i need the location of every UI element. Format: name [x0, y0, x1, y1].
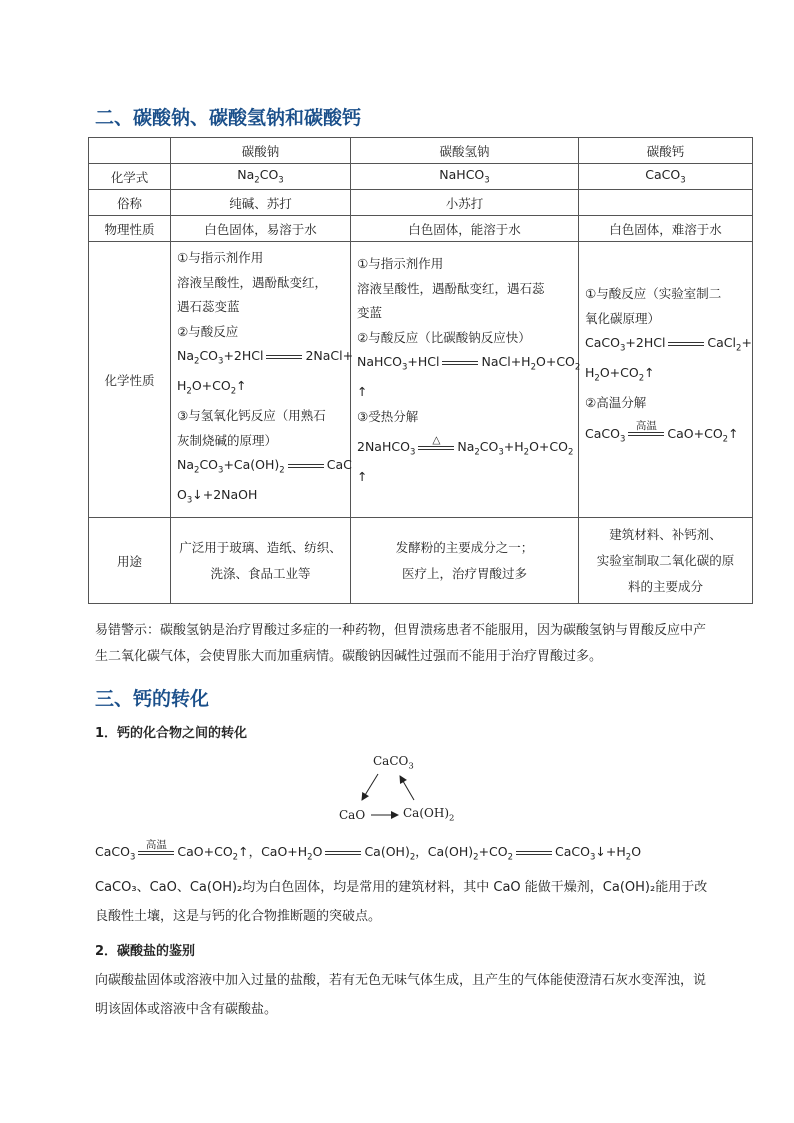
table-row-chemical — [89, 242, 753, 518]
use-line: 洗涤、食品工业等 — [210, 565, 311, 581]
use-line: 发酵粉的主要成分之一； — [395, 539, 534, 555]
row-label-common: 俗称 — [89, 190, 171, 216]
equation-na2co3-hcl: $Na_2CO_3+2HCl$ 2NaCl+ — [177, 348, 354, 367]
chem-line: 溶液呈酸性，遇酚酞变红， — [177, 274, 328, 290]
condition-label: 高温 — [145, 838, 167, 851]
section-title-carbonates: 二、碳酸钠、碳酸氢钠和碳酸钙 — [95, 107, 362, 129]
diagram-node-caco3: CaCO$_3$ — [373, 754, 414, 772]
section-title-calcium: 三、钙的转化 — [95, 688, 210, 710]
common-caco3 — [579, 190, 753, 216]
equals-sign — [668, 342, 704, 346]
use-line: 建筑材料、补钙剂、 — [609, 526, 722, 542]
table-header-empty — [89, 138, 171, 164]
formula-nahco3: NaHCO$_3$ — [351, 164, 579, 190]
chem-line: 溶液呈酸性，遇酚酞变红，遇石蕊 — [357, 280, 545, 296]
table-row-use — [89, 518, 753, 604]
calcium-conversion-diagram — [330, 752, 470, 827]
use-line: 料的主要成分 — [627, 578, 703, 594]
chem-line: 灰制烧碱的原理） — [177, 432, 278, 448]
equation-nahco3-hcl: NaHCO$_3$+HCl $NaCl+H_2O+CO_2$ — [357, 354, 581, 373]
condition-label: 高温 — [635, 420, 657, 432]
subsection-title-carbonate-test: 2．碳酸盐的鉴别 — [95, 944, 196, 959]
row-label-chemical: 化学性质 — [89, 242, 171, 518]
equation-nahco3-heat: 2NaHCO$_3$ △ $Na_2CO_3+H_2O+CO_2$ — [357, 433, 574, 458]
table-row-formula — [89, 164, 753, 190]
chem-line: ②与酸反应 — [177, 323, 239, 339]
table-row-physical — [89, 216, 753, 242]
paragraph-carbonate-test: 向碳酸盐固体或溶液中加入过量的盐酸，若有无色无味气体生成，且产生的气体能使澄清石灰水变浑浊，说明该固体或溶液中含有碳酸盐。 — [95, 973, 707, 1017]
warning-note: 易错警示：碳酸氢钠是治疗胃酸过多症的一种药物，但胃溃疡患者不能服用，因为碳酸氢钠与胃酸反应中产生二氧化碳气体，会使胃胀大而加重病情。碳酸钠因碱性过强而不能用于治疗胃酸过多。 — [95, 623, 707, 664]
formula-caco3: CaCO$_3$ — [579, 164, 753, 190]
arrow-caoh2-to-caco3 — [400, 776, 414, 800]
comparison-table — [88, 137, 753, 604]
row-label-physical: 物理性质 — [89, 216, 171, 242]
equals-sign-high-temp — [628, 420, 664, 436]
equation-caco3-hcl-cont: $H_2O+CO_2↑$ — [585, 365, 655, 384]
equation-nahco3-heat-cont: ↑ — [357, 469, 368, 484]
equals-sign — [325, 851, 361, 855]
chem-line: 氧化碳原理） — [585, 310, 661, 326]
common-na2co3: 纯碱、苏打 — [171, 190, 351, 216]
equation-caco3-hcl: CaCO$_3$+2HCl CaCl$_2$+ — [585, 335, 752, 354]
diagram-node-caoh2: $Ca(OH)_2$ — [403, 806, 455, 824]
table-row-common-name — [89, 190, 753, 216]
formula-na2co3: $Na_2CO_3$ — [171, 164, 351, 190]
arrow-caco3-to-cao — [362, 774, 378, 800]
physical-caco3: 白色固体，难溶于水 — [579, 216, 753, 242]
use-caco3 — [579, 518, 753, 604]
diagram-node-cao: CaO — [339, 808, 366, 822]
table-header-na2co3: 碳酸钠 — [171, 138, 351, 164]
table-header-nahco3: 碳酸氢钠 — [351, 138, 579, 164]
chem-line: ①与指示剂作用 — [177, 250, 264, 265]
equals-sign-heat — [418, 433, 454, 450]
chem-line: ①与酸反应（实验室制二 — [585, 286, 722, 301]
table-header-row — [89, 138, 753, 164]
heat-symbol: △ — [432, 433, 441, 446]
chem-line: ③受热分解 — [357, 408, 419, 424]
equals-sign-high-temp — [138, 838, 174, 855]
use-line: 医疗上，治疗胃酸过多 — [401, 565, 527, 581]
use-na2co3 — [171, 518, 351, 604]
chem-line: ③与氢氧化钙反应（用熟石 — [177, 408, 326, 423]
chem-caco3 — [579, 242, 753, 518]
table-header-caco3: 碳酸钙 — [579, 138, 753, 164]
use-nahco3 — [351, 518, 579, 604]
subsection-title-conversion: 1．钙的化合物之间的转化 — [95, 726, 248, 741]
diagram-arrows — [330, 752, 470, 827]
row-label-formula: 化学式 — [89, 164, 171, 190]
chem-nahco3 — [351, 242, 579, 518]
equation-nahco3-hcl-cont: ↑ — [357, 384, 368, 399]
equation-na2co3-caoh2-cont: $O_3↓+2NaOH$ — [177, 487, 258, 506]
use-line: 实验室制取二氧化碳的原 — [596, 552, 735, 568]
use-line: 广泛用于玻璃、造纸、纺织、 — [179, 539, 342, 555]
chem-line: ②高温分解 — [585, 395, 647, 410]
physical-na2co3: 白色固体，易溶于水 — [171, 216, 351, 242]
equation-na2co3-hcl-cont: $H_2O+CO_2↑$ — [177, 378, 247, 397]
chem-line: 遇石蕊变蓝 — [177, 299, 240, 314]
calcium-reactions-line: CaCO$_3$ 高温 $CaO+CO_2↑$，$CaO+H_2O$ $Ca(OH)_2$，$Ca(OH)_2+CO_2$ $CaCO_3↓+H_2O$ — [95, 838, 642, 863]
row-label-use: 用途 — [89, 518, 171, 604]
chem-na2co3 — [171, 242, 354, 518]
chem-line: ①与指示剂作用 — [357, 256, 444, 271]
equals-sign — [266, 355, 302, 359]
equation-na2co3-caoh2: $Na_2CO_3+Ca(OH)_2$ CaC — [177, 457, 352, 476]
paragraph-calcium-compounds: CaCO₃、CaO、Ca(OH)₂均为白色固体，均是常用的建筑材料，其中 CaO 能做干燥剂，Ca(OH)₂能用于改良酸性土壤，这是与钙的化合物推断题的突破点。 — [95, 880, 708, 924]
chem-line: 变蓝 — [357, 305, 383, 320]
equals-sign — [442, 361, 478, 365]
equals-sign — [288, 464, 324, 468]
physical-nahco3: 白色固体，能溶于水 — [351, 216, 579, 242]
equation-caco3-decompose: CaCO$_3$ 高温 $CaO+CO_2↑$ — [585, 420, 739, 444]
chem-line: ②与酸反应（比碳酸钠反应快） — [357, 329, 531, 345]
equals-sign — [516, 851, 552, 855]
common-nahco3: 小苏打 — [351, 190, 579, 216]
